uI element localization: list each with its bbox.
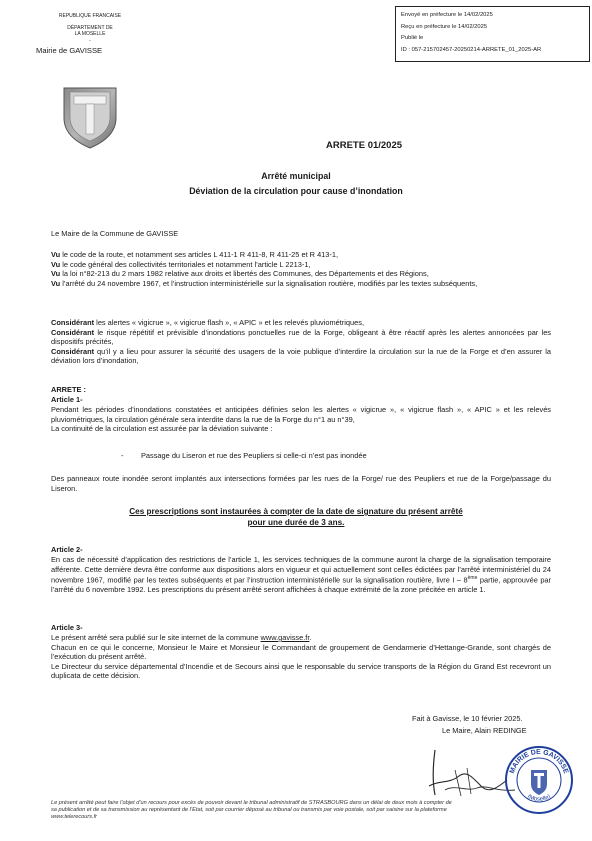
article3-title: Article 3- (51, 623, 83, 632)
article3-paragraph: Le Directeur du service départemental d’Incendie et de Secours ainsi que le responsable du service transports de la Région du Grand Est recevront un duplicata de cette décision. (51, 661, 551, 681)
arrete-label: ARRETE : (51, 385, 86, 394)
mairie-label: Mairie de GAVISSE (36, 46, 103, 55)
vu-keyword: Vu (51, 250, 61, 259)
footer-line1: Le présent arrêté peut faire l’objet d’un recours pour excès de pouvoir devant le tribunal administratif de STRASBOURG dans un délai de deux mois à compter de (51, 800, 452, 806)
republic-label: REPUBLIQUE FRANCAISE (58, 13, 122, 19)
article2-sup: ème (467, 575, 478, 582)
article2-body (51, 555, 551, 595)
considerant-keyword: Considérant (51, 346, 95, 356)
article1-paragraph: La continuité de la circulation est assurée par la déviation suivante : (51, 424, 273, 434)
vu-text: l’arrêté du 24 novembre 1967, et l’instruction interministérielle sur la signalisation routière, modifiés par les textes subséquents, (60, 278, 478, 288)
article3-body (51, 633, 551, 681)
prescription-line1: Ces prescriptions sont instaurées à compter de la date de signature du présent arrêté (129, 507, 463, 516)
vu-item (51, 269, 551, 279)
prefecture-stamp-box (395, 6, 590, 62)
vu-text: le code général des collectivités territoriales et notamment l’article L 2213-1, (60, 259, 311, 269)
considerant-text: qu’il y a lieu pour assurer la sécurité des usagers de la voie publique d’interdire la circulation sur la rue de la Forge et d’en assurer la déviation lors d’inondation, (51, 346, 551, 366)
vu-item (51, 279, 551, 289)
considerant-section (51, 318, 551, 366)
prescription-line2: pour une durée de 3 ans. (247, 517, 345, 527)
considerant-keyword: Considérant (51, 327, 95, 337)
considerant-keyword: Considérant (51, 318, 95, 327)
considerant-text: le risque répétitif et prévisible d’inondations ponctuelles rue de la Forge, obligeant à être réactif après les alertes annoncées par les dispositifs précités, (51, 327, 551, 347)
considerant-item (51, 328, 551, 347)
vu-text: la loi n°82-213 du 2 mars 1982 relative aux droits et libertés des Communes, des Départements et des Régions, (60, 269, 429, 279)
article1-bullet: Passage du Liseron et rue des Peupliers si celle-ci n’est pas inondée (141, 451, 367, 460)
article1-panels-text: Des panneaux route inondée seront implantés aux intersections formées par les rues de la Forge/ rue des Peupliers et rue de la Forge/passage du Liseron. (51, 474, 551, 493)
footer-line3: www.telerecours.fr (51, 814, 98, 821)
considerant-item (51, 318, 551, 328)
vu-section (51, 250, 551, 288)
article2-text-a: En cas de nécessité d’application des restrictions de l’article 1, les services techniques de la commune auront la charge de la signalisation temporaire afférente. Cette dernière devra être conforme aux dispositions alors en vigueur et qui actuellement sont celles édictées par l’arrêté interministériel du 24 novembre 1967, modifié par les textes subséquents et par l’instruction interministérielle sur la signalisation routière, livre I – 8 (51, 555, 551, 585)
vu-item (51, 250, 551, 260)
article2-title: Article 2- (51, 545, 83, 554)
coat-of-arms-logo (50, 82, 130, 150)
article1-body (51, 405, 551, 434)
vu-keyword: Vu (51, 259, 61, 269)
document-subtitle: Déviation de la circulation pour cause d’inondation (189, 186, 403, 196)
intro-text: Le Maire de la Commune de GAVISSE (51, 229, 179, 238)
footer-line2: sa publication et de sa transmission au représentant de l’Etat, soit par courrier déposé au tribunal ou transmis par voie postale, soit par saisine sur la plateforme (51, 807, 447, 814)
legal-footer (51, 800, 551, 822)
department-label-line2: LA MOSELLE (74, 31, 106, 37)
vu-keyword: Vu (51, 278, 61, 288)
prescription-notice (0, 507, 592, 528)
signature-mayor: Le Maire, Alain REDINGE (442, 726, 527, 735)
document-title: Arrêté municipal (261, 171, 331, 181)
article1-title: Article 1- (51, 395, 83, 404)
article2-text-b: partie, approuvée par l’arrêté du 6 novembre 1992. Les prescriptions du présent arrêté seront affichées à chaque extrémité de la zone précitée en article 1. (51, 575, 552, 595)
vu-item (51, 260, 551, 270)
article1-paragraph: Pendant les périodes d’inondations constatées et anticipées définies selon les alertes « vigicrue », « vigicrue flash », « APIC » et les relevés pluviométriques, la circulation générale sera interdite dans la rue de la Forge du n°1 au n°39, (51, 405, 551, 424)
considerant-item (51, 347, 551, 366)
considerant-text: les alertes « vigicrue », « vigicrue flash », « APIC » et les relevés pluviométriques, (94, 318, 365, 327)
seal-top-text: MAIRIE DE GAVISSE (508, 748, 570, 775)
article3-paragraph: Chacun en ce qui le concerne, Monsieur le Maire et Monsieur le Commandant de groupement de Gendarmerie d’Hettange-Grande, sont chargés de l’exécution du présent arrêté. (51, 642, 551, 662)
article3-period: . (309, 633, 312, 642)
vu-keyword: Vu (51, 269, 61, 279)
stamp-sent: Envoyé en préfecture le 14/02/2025 (401, 12, 493, 18)
signature-place-date: Fait à Gavisse, le 10 février 2025. (412, 714, 523, 723)
department-label-line1: DÉPARTEMENT DE (67, 25, 113, 31)
arrete-number: ARRETE 01/2025 (326, 140, 403, 151)
stamp-received: Reçu en préfecture le 14/02/2025 (401, 23, 488, 30)
commune-website-link[interactable]: www.gavisse.fr (260, 633, 310, 642)
article3-paragraph (51, 633, 551, 643)
article3-publish-text: Le présent arrêté sera publié sur le site internet de la commune (51, 633, 261, 642)
vu-text: le code de la route, et notamment ses articles L 411-1 R 411-8, R 411-25 et R 413-1, (60, 250, 339, 259)
article1-bullet-dash: - (121, 451, 124, 460)
seal-bottom-text: (Moselle) (526, 794, 552, 803)
header-dash: - (89, 38, 91, 44)
stamp-published: Publié le (401, 35, 424, 42)
stamp-id: ID : 057-215702457-20250214-ARRETE_01_2025-AR (401, 46, 542, 53)
